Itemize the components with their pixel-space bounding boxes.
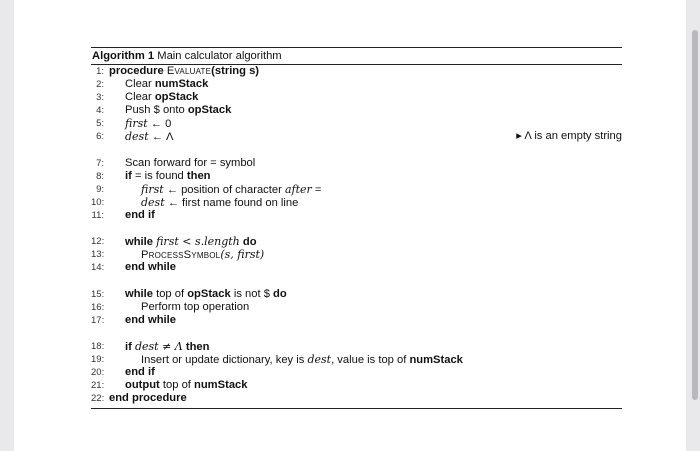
- identifier: numStack: [409, 354, 463, 367]
- value: Λ: [166, 131, 174, 144]
- algorithm-caption: [91, 48, 622, 64]
- line-number: 13:: [91, 249, 105, 261]
- identifier: opStack: [154, 91, 199, 104]
- keyword: procedure: [109, 65, 164, 77]
- line-text: top of: [156, 287, 185, 300]
- line-number: 22:: [91, 393, 105, 405]
- line-number: 4:: [96, 105, 104, 117]
- keyword: while: [125, 287, 153, 300]
- keyword: do: [273, 287, 287, 300]
- line-number: 7:: [96, 157, 104, 169]
- line-number: 19:: [91, 354, 105, 366]
- algorithm-line-9: [91, 183, 622, 196]
- line-number: 3:: [96, 92, 104, 104]
- line-comment: ▸ Λ is an empty string: [516, 130, 622, 143]
- caption-label: Algorithm 1: [92, 50, 155, 62]
- bottom-rule: [91, 408, 622, 409]
- algorithm-line-18: [91, 340, 622, 353]
- keyword: then: [185, 340, 210, 353]
- procedure-args: (s, first): [220, 248, 265, 262]
- line-text: Clear: [125, 78, 152, 91]
- line-text: = is found: [134, 169, 184, 182]
- line-text: is not $: [233, 287, 270, 300]
- keyword: end while: [125, 313, 176, 326]
- algorithm-line-6: [91, 130, 622, 143]
- algorithm-line-19: [91, 353, 622, 366]
- procedure-name: ProcessSymbol: [141, 249, 221, 262]
- variable: after: [284, 182, 312, 196]
- variable: dest: [141, 195, 165, 209]
- line-text: top of: [162, 379, 191, 392]
- keyword: then: [186, 169, 211, 182]
- line-text: Perform top operation: [141, 300, 250, 313]
- line-number: 1:: [96, 66, 104, 77]
- identifier: opStack: [187, 104, 232, 117]
- keyword: if: [125, 169, 132, 182]
- keyword: output: [125, 379, 160, 392]
- line-number: 2:: [96, 79, 104, 91]
- algorithm-line-4: [91, 104, 622, 117]
- keyword: end if: [125, 209, 155, 222]
- algorithm-line-20: [91, 366, 622, 379]
- algorithm-line-13: [91, 248, 622, 261]
- line-text: Clear: [125, 91, 152, 104]
- assign-arrow: ←: [151, 131, 163, 144]
- identifier: opStack: [187, 287, 231, 300]
- line-number: 18:: [91, 340, 105, 352]
- algorithm-line-22: [91, 392, 622, 405]
- keyword: do: [242, 236, 257, 249]
- line-number: 17:: [91, 314, 105, 326]
- line-number: 21:: [91, 380, 105, 392]
- variable: first: [141, 182, 164, 196]
- keyword: end procedure: [109, 392, 187, 405]
- expression: first < s.length: [156, 235, 240, 249]
- vertical-scrollbar[interactable]: [692, 30, 698, 400]
- algorithm-line-15: [91, 288, 622, 301]
- variable: first: [125, 117, 148, 131]
- line-text: Push $ onto: [125, 104, 185, 117]
- algorithm-line-10: [91, 196, 622, 209]
- algorithm-line-16: [91, 301, 622, 314]
- algorithm-line-5: [91, 117, 622, 130]
- algorithm-line-8: [91, 170, 622, 183]
- line-number: 8:: [96, 170, 104, 182]
- assign-arrow: ←: [167, 196, 179, 209]
- line-number: 11:: [91, 210, 104, 222]
- algorithm-line-14: [91, 261, 622, 274]
- document-page: [14, 0, 686, 451]
- identifier: numStack: [194, 379, 248, 392]
- line-text: Insert or update dictionary, key is: [141, 354, 305, 367]
- expression: dest ≠ Λ: [134, 339, 183, 353]
- line-number: 20:: [91, 367, 105, 379]
- algorithm-line-17: [91, 314, 622, 327]
- line-number: 6:: [96, 131, 104, 143]
- line-number: 16:: [91, 301, 105, 313]
- line-number: 5:: [96, 118, 104, 130]
- assign-arrow: ←: [166, 183, 178, 196]
- algorithm-block: [91, 47, 622, 409]
- procedure-args: (string s): [211, 65, 260, 77]
- algorithm-line-21: [91, 379, 622, 392]
- keyword: end while: [125, 261, 176, 274]
- algorithm-line-7: [91, 157, 622, 170]
- line-text: =: [314, 183, 322, 196]
- assign-arrow: ←: [150, 118, 162, 131]
- line-text: , value is top of: [331, 354, 407, 367]
- line-number: 9:: [96, 183, 104, 195]
- identifier: numStack: [154, 78, 209, 91]
- variable: dest: [125, 130, 149, 144]
- line-number: 14:: [91, 262, 105, 274]
- algorithm-line-11: [91, 209, 622, 222]
- procedure-name: Evaluate: [166, 65, 212, 77]
- caption-title: Main calculator algorithm: [157, 50, 282, 62]
- keyword: while: [125, 236, 153, 249]
- line-number: 12:: [91, 236, 105, 248]
- line-text: first name found on line: [182, 196, 299, 209]
- keyword: if: [125, 340, 132, 353]
- algorithm-line-1: [91, 65, 622, 78]
- variable: dest: [307, 353, 332, 367]
- line-number: 10:: [91, 196, 105, 208]
- line-text: position of character: [181, 183, 282, 196]
- algorithm-line-3: [91, 91, 622, 104]
- algorithm-line-2: [91, 78, 622, 91]
- line-number: 15:: [91, 288, 105, 300]
- value: 0: [165, 118, 172, 131]
- algorithm-line-12: [91, 235, 622, 248]
- keyword: end if: [125, 366, 155, 379]
- line-text: Scan forward for = symbol: [125, 156, 256, 169]
